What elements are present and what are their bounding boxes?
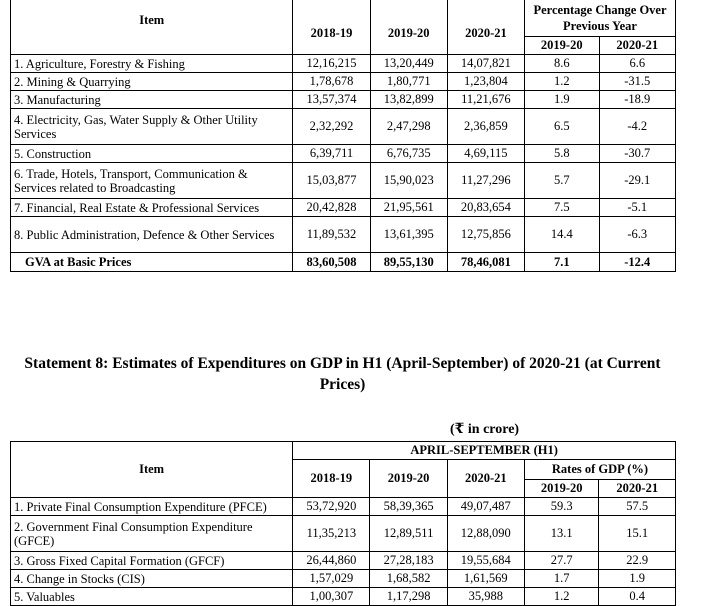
- value-cell: 12,89,511: [370, 516, 447, 552]
- item-cell: 2. Mining & Quarrying: [11, 73, 293, 91]
- total-label: GVA at Basic Prices: [11, 253, 293, 272]
- value-cell: 1,80,771: [370, 73, 447, 91]
- item-cell: 5. Construction: [11, 145, 293, 163]
- pct-cell: -4.2: [599, 109, 675, 145]
- value-cell: 26,44,860: [293, 552, 370, 570]
- table-row: [11, 498, 676, 516]
- expenditure-table: [10, 441, 676, 606]
- total-value: 89,55,130: [370, 253, 447, 272]
- value-cell: 11,89,532: [293, 217, 370, 253]
- value-cell: 1,68,582: [370, 570, 447, 588]
- rates-header: Rates of GDP (%): [524, 460, 675, 480]
- table-row: [11, 91, 676, 109]
- item-cell: 1. Agriculture, Forestry & Fishing: [11, 55, 293, 73]
- pct-cell: -6.3: [599, 217, 675, 253]
- pct-year-header: 2020-21: [599, 37, 675, 55]
- pct-cell: -29.1: [599, 163, 675, 199]
- value-cell: 53,72,920: [293, 498, 370, 516]
- pct-cell: 22.9: [599, 552, 676, 570]
- table-row: [11, 588, 676, 606]
- pct-cell: -5.1: [599, 199, 675, 217]
- table-row: [11, 73, 676, 91]
- pct-cell: 5.8: [525, 145, 600, 163]
- value-cell: 11,35,213: [293, 516, 370, 552]
- year-header: 2019-20: [370, 460, 447, 498]
- value-cell: 12,16,215: [293, 55, 370, 73]
- value-cell: 4,69,115: [447, 145, 524, 163]
- value-cell: 2,47,298: [370, 109, 447, 145]
- table-row: [11, 570, 676, 588]
- value-cell: 1,17,298: [370, 588, 447, 606]
- table-row: [11, 199, 676, 217]
- value-cell: 12,75,856: [447, 217, 524, 253]
- value-cell: 13,57,374: [293, 91, 370, 109]
- value-cell: 1,57,029: [293, 570, 370, 588]
- pct-cell: 5.7: [525, 163, 600, 199]
- unit-note: (₹ in crore): [450, 422, 520, 437]
- year-header: 2018-19: [293, 0, 370, 55]
- pct-cell: -18.9: [599, 91, 675, 109]
- pct-cell: 0.4: [599, 588, 676, 606]
- value-cell: 15,90,023: [370, 163, 447, 199]
- pct-cell: 1.2: [525, 73, 600, 91]
- value-cell: 15,03,877: [293, 163, 370, 199]
- year-header: 2019-20: [370, 0, 447, 55]
- pct-cell: -30.7: [599, 145, 675, 163]
- value-cell: 1,78,678: [293, 73, 370, 91]
- total-row: [11, 253, 676, 272]
- value-cell: 1,61,569: [447, 570, 524, 588]
- value-cell: 35,988: [447, 588, 524, 606]
- year-header: 2020-21: [447, 460, 524, 498]
- value-cell: 1,23,804: [447, 73, 524, 91]
- value-cell: 21,95,561: [370, 199, 447, 217]
- pct-year-header: 2019-20: [525, 37, 600, 55]
- value-cell: 12,88,090: [447, 516, 524, 552]
- value-cell: 14,07,821: [447, 55, 524, 73]
- item-cell: 4. Change in Stocks (CIS): [11, 570, 293, 588]
- value-cell: 11,27,296: [447, 163, 524, 199]
- year-header: 2020-21: [447, 0, 524, 55]
- total-value: 83,60,508: [293, 253, 370, 272]
- value-cell: 6,39,711: [293, 145, 370, 163]
- value-cell: 19,55,684: [447, 552, 524, 570]
- pct-cell: 1.9: [599, 570, 676, 588]
- table-row: [11, 217, 676, 253]
- item-cell: 3. Gross Fixed Capital Formation (GFCF): [11, 552, 293, 570]
- pct-cell: 59.3: [524, 498, 599, 516]
- table-row: [11, 516, 676, 552]
- value-cell: 49,07,487: [447, 498, 524, 516]
- pct-cell: 1.9: [525, 91, 600, 109]
- pct-cell: 6.5: [525, 109, 600, 145]
- value-cell: 2,32,292: [293, 109, 370, 145]
- value-cell: 1,00,307: [293, 588, 370, 606]
- item-cell: 4. Electricity, Gas, Water Supply & Other Utility Services: [11, 109, 293, 145]
- value-cell: 2,36,859: [447, 109, 524, 145]
- pct-cell: -31.5: [599, 73, 675, 91]
- item-header: Item: [11, 442, 293, 498]
- value-cell: 27,28,183: [370, 552, 447, 570]
- value-cell: 6,76,735: [370, 145, 447, 163]
- item-cell: 2. Government Final Consumption Expenditure (GFCE): [11, 516, 293, 552]
- value-cell: 11,21,676: [447, 91, 524, 109]
- total-value: -12.4: [599, 253, 675, 272]
- value-cell: 13,20,449: [370, 55, 447, 73]
- pct-cell: 8.6: [525, 55, 600, 73]
- pct-cell: 57.5: [599, 498, 676, 516]
- pct-cell: 1.7: [524, 570, 599, 588]
- table-row: [11, 552, 676, 570]
- pct-cell: 15.1: [599, 516, 676, 552]
- pct-cell: 27.7: [524, 552, 599, 570]
- item-cell: 1. Private Final Consumption Expenditure (PFCE): [11, 498, 293, 516]
- pct-change-header: Percentage Change Over Previous Year: [525, 0, 676, 37]
- total-value: 78,46,081: [447, 253, 524, 272]
- pct-cell: 1.2: [524, 588, 599, 606]
- table-row: [11, 55, 676, 73]
- period-header: APRIL-SEPTEMBER (H1): [293, 442, 676, 460]
- item-cell: 8. Public Administration, Defence & Other Services: [11, 217, 293, 253]
- value-cell: 13,82,899: [370, 91, 447, 109]
- rate-year-header: 2019-20: [524, 480, 599, 498]
- pct-cell: 14.4: [525, 217, 600, 253]
- year-header: 2018-19: [293, 460, 370, 498]
- item-header: Item: [11, 0, 293, 55]
- value-cell: 13,61,395: [370, 217, 447, 253]
- gva-table: [10, 0, 676, 272]
- item-cell: 3. Manufacturing: [11, 91, 293, 109]
- pct-cell: 7.5: [525, 199, 600, 217]
- value-cell: 58,39,365: [370, 498, 447, 516]
- rate-year-header: 2020-21: [599, 480, 676, 498]
- table-row: [11, 145, 676, 163]
- pct-cell: 6.6: [599, 55, 675, 73]
- value-cell: 20,42,828: [293, 199, 370, 217]
- table-row: [11, 109, 676, 145]
- item-cell: 5. Valuables: [11, 588, 293, 606]
- table-row: [11, 163, 676, 199]
- item-cell: 7. Financial, Real Estate & Professional Services: [11, 199, 293, 217]
- item-cell: 6. Trade, Hotels, Transport, Communication & Services related to Broadcasting: [11, 163, 293, 199]
- pct-cell: 13.1: [524, 516, 599, 552]
- value-cell: 20,83,654: [447, 199, 524, 217]
- statement-title: Statement 8: Estimates of Expenditures on GDP in H1 (April-September) of 2020-21 (at Current Prices): [24, 355, 661, 393]
- total-value: 7.1: [525, 253, 600, 272]
